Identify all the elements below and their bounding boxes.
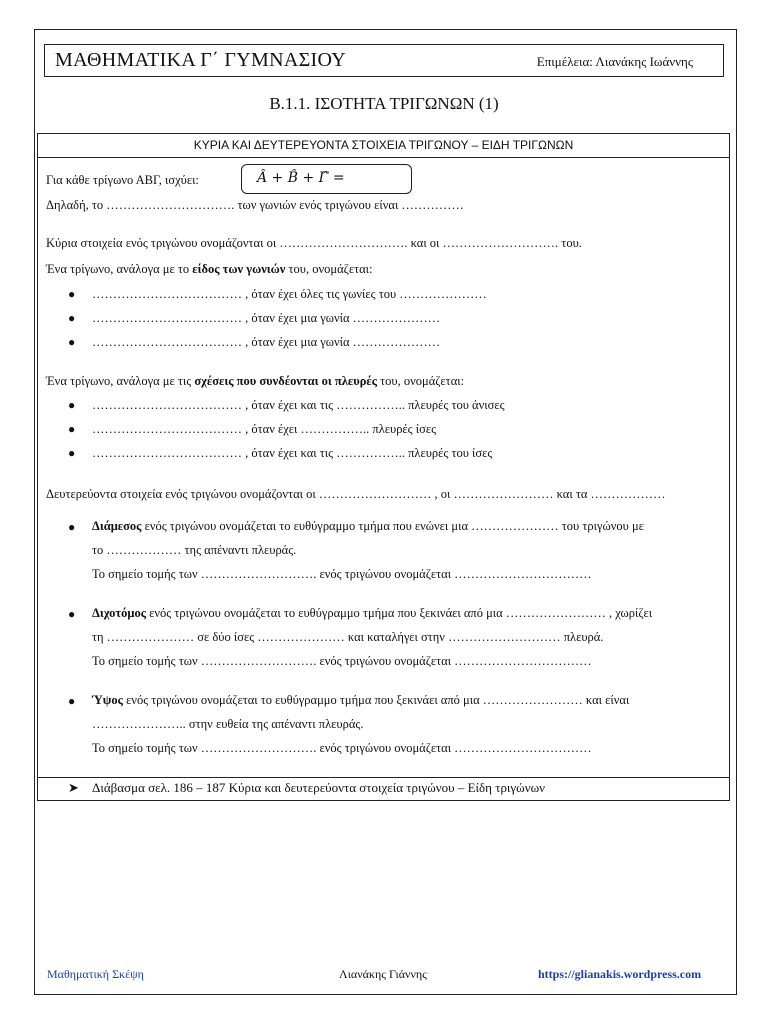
bullet-icon: ● [68, 694, 76, 708]
altitude-line-2: ………………….. στην ευθεία της απέναντι πλευράς. [92, 717, 364, 731]
bullet-icon: ● [68, 422, 76, 436]
footer-author: Λιανάκης Γιάννης [339, 967, 427, 981]
reading-box [37, 777, 730, 801]
bullet-icon: ● [68, 520, 76, 534]
secondary-elements: Δευτερεύοντα στοιχεία ενός τριγώνου ονομάζονται οι ……………………… , οι …………………… και τα ……………… [46, 487, 666, 501]
angles-item-2: ……………………………… , όταν έχει μια γωνία ………………… [92, 311, 441, 325]
bullet-icon: ● [68, 335, 76, 349]
bisector-line-3: Το σημείο τομής των ………………………. ενός τριγώνου ονομάζεται …………………………… [92, 654, 592, 668]
bullet-icon: ● [68, 607, 76, 621]
lesson-title: Β.1.1. ΙΣΟΤΗΤΑ ΤΡΙΓΩΝΩΝ (1) [269, 94, 499, 113]
median-line-3: Το σημείο τομής των ………………………. ενός τριγώνου ονομάζεται …………………………… [92, 567, 592, 581]
section-title: ΚΥΡΙΑ ΚΑΙ ΔΕΥΤΕΡΕΥΟΝΤΑ ΣΤΟΙΧΕΙΑ ΤΡΙΓΩΝΟΥ – ΕΙΔΗ ΤΡΙΓΩΝΩΝ [38, 134, 729, 158]
angles-intro: Ένα τρίγωνο, ανάλογα με το είδος των γωνιών του, ονομάζεται: [46, 262, 373, 276]
bullet-icon: ● [68, 311, 76, 325]
header-author: Επιμέλεια: Λιανάκης Ιωάννης [536, 54, 693, 69]
arrow-icon: ➤ [68, 780, 79, 795]
angles-item-1: ……………………………… , όταν έχει όλες τις γωνίες του ………………… [92, 287, 487, 301]
sides-intro: Ένα τρίγωνο, ανάλογα με τις σχέσεις που συνδέονται οι πλευρές του, ονομάζεται: [46, 374, 465, 388]
main-elements: Κύρια στοιχεία ενός τριγώνου ονομάζονται οι …………………………. και οι ………………………. του. [46, 236, 582, 250]
altitude-line-3: Το σημείο τομής των ………………………. ενός τριγώνου ονομάζεται …………………………… [92, 741, 592, 755]
angle-sum-formula: Â + B̂ + Γ̂ = [257, 170, 345, 186]
angle-sum-follow: Δηλαδή, το …………………………. των γωνιών ενός τριγώνου είναι …………… [46, 198, 464, 212]
sides-item-2: ……………………………… , όταν έχει …………….. πλευρές ίσες [92, 422, 437, 436]
bullet-icon: ● [68, 446, 76, 460]
sides-item-1: ……………………………… , όταν έχει και τις …………….. πλευρές του άνισες [92, 398, 505, 412]
sides-item-3: ……………………………… , όταν έχει και τις …………….. πλευρές του ίσες [92, 446, 493, 460]
bullet-icon: ● [68, 287, 76, 301]
median-line-2: το ……………… της απέναντι πλευράς. [92, 543, 297, 557]
footer-link[interactable]: https://glianakis.wordpress.com [538, 967, 702, 981]
bisector-line-2: τη ………………… σε δύο ίσες ………………… και καταλήγει στην ……………………… πλευρά. [92, 630, 604, 644]
footer-left: Μαθηματική Σκέψη [47, 967, 144, 981]
bisector-line-1: Διχοτόμος ενός τριγώνου ονομάζεται το ευθύγραμμο τμήμα που ξεκινάει από μια …………………… , χωρίζει [92, 606, 653, 620]
altitude-line-1: Ύψος ενός τριγώνου ονομάζεται το ευθύγραμμο τμήμα που ξεκινάει από μια …………………… και είναι [92, 693, 630, 707]
header-title: ΜΑΘΗΜΑΤΙΚΑ Γ΄ ΓΥΜΝΑΣΙΟΥ [55, 49, 346, 71]
angles-item-3: ……………………………… , όταν έχει μια γωνία ………………… [92, 335, 441, 349]
median-line-1: Διάμεσος ενός τριγώνου ονομάζεται το ευθύγραμμο τμήμα που ενώνει μια ………………… του τριγώνου με [92, 519, 644, 533]
angle-sum-intro: Για κάθε τρίγωνο ΑΒΓ, ισχύει: [46, 173, 199, 187]
bullet-icon: ● [68, 398, 76, 412]
angle-sum-formula-box [241, 164, 412, 194]
reading-text: Διάβασμα σελ. 186 – 187 Κύρια και δευτερεύοντα στοιχεία τριγώνου – Είδη τριγώνων [92, 780, 546, 795]
header-box [44, 44, 724, 77]
